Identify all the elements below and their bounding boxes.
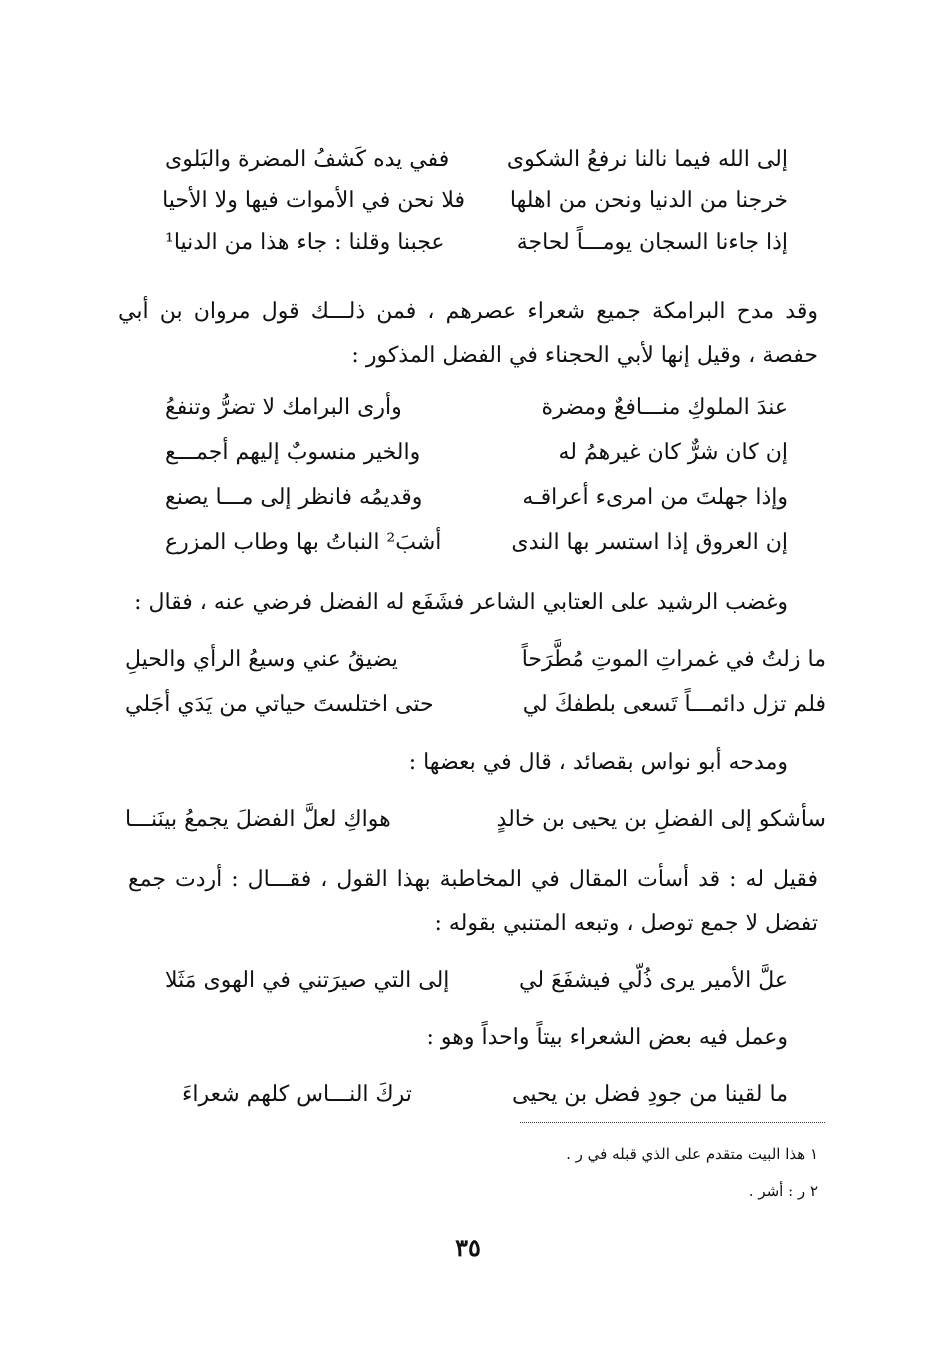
verse-hemistich-left: هواكِ لعلَّ الفضلَ يجمعُ بينَنـــا: [125, 807, 391, 832]
verse-hemistich-right: ما زلتُ في غمراتِ الموتِ مُطَّرَحاً: [521, 647, 826, 672]
paragraph: وقد مدح البرامكة جميع شعراء عصرهم ، فمن ذلـــك قول مروان بن أبي حفصة ، وقيل إنها لأبي الحجناء في الفضل المذكور :: [118, 299, 818, 368]
verse-hemistich-left: عجبنا وقلنا : جاء هذا من الدنيا¹: [165, 230, 445, 255]
verse-hemistich-right: فلم تزل دائمـــاً تَسعى بلطفكَ لي: [522, 692, 826, 717]
verse-hemistich-right: إذا جاءنا السجان يومـــاً لحاجة: [516, 230, 788, 255]
verse-hemistich-right: إلى الله فيما نالنا نرفعُ الشكوى: [506, 147, 788, 172]
verse-hemistich-right: عندَ الملوكِ منـــافعٌ ومضرة: [541, 395, 788, 420]
paragraph: ومدحه أبو نواس بقصائد ، قال في بعضها :: [408, 750, 788, 775]
paragraph: وغضب الرشيد على العتابي الشاعر فشَفَع له الفضل فرضي عنه ، فقال :: [134, 590, 788, 615]
footnote-divider: [520, 1122, 825, 1123]
footnote: ١ هذا البيت متقدم على الذي قبله في ر .: [566, 1145, 818, 1163]
verse-hemistich-left: وأرى البرامك لا تضرُّ وتنفعُ: [165, 395, 402, 420]
verse-hemistich-left: يضيقُ عني وسيعُ الرأي والحيلِ: [125, 647, 398, 672]
verse-hemistich-right: ما لقينا من جودِ فضل بن يحيى: [512, 1082, 788, 1107]
verse-hemistich-left: حتى اختلستَ حياتي من يَدَي أجَلي: [125, 692, 434, 717]
verse-hemistich-left: إلى التي صيرَتني في الهوى مَثَلا: [165, 968, 450, 993]
verse-hemistich-left: ففي يده كَشفُ المضرة والبَلوى: [165, 147, 450, 172]
verse-hemistich-left: تركَ النـــاس كلهم شعراءَ: [182, 1082, 412, 1107]
verse-hemistich-right: إن كان شرٌّ كان غيرهمُ له: [558, 440, 788, 465]
verse-hemistich-left: وقديمُه فانظر إلى مـــا يصنع: [165, 485, 423, 510]
verse-hemistich-right: وإذا جهلتَ من امرىء أعراقـه: [522, 485, 788, 510]
verse-hemistich-left: أشبَ² النباتُ بها وطاب المزرع: [165, 530, 442, 555]
verse-hemistich-left: والخير منسوبٌ إليهم أجمـــع: [165, 440, 421, 465]
paragraph: وعمل فيه بعض الشعراء بيتاً واحداً وهو :: [426, 1025, 788, 1050]
verse-hemistich-right: علَّ الأمير يرى ذُلّي فيشفَعَ لي: [519, 968, 788, 993]
verse-hemistich-right: سأشكو إلى الفضلِ بن يحيى بن خالدٍ: [496, 807, 826, 832]
footnote: ٢ ر : أشر .: [748, 1182, 818, 1200]
paragraph: فقيل له : قد أسأت المقال في المخاطبة بهذا القول ، فقـــال : أردت جمع تفضل لا جمع توصل ، وتبعه المتنبي بقوله :: [128, 867, 818, 936]
verse-hemistich-right: خرجنا من الدنيا ونحن من اهلها: [509, 188, 788, 213]
verse-hemistich-left: فلا نحن في الأموات فيها ولا الأحيا: [162, 188, 465, 213]
verse-hemistich-right: إن العروق إذا استسر بها الندى: [511, 530, 788, 555]
page-number: ٣٥: [455, 1233, 481, 1262]
